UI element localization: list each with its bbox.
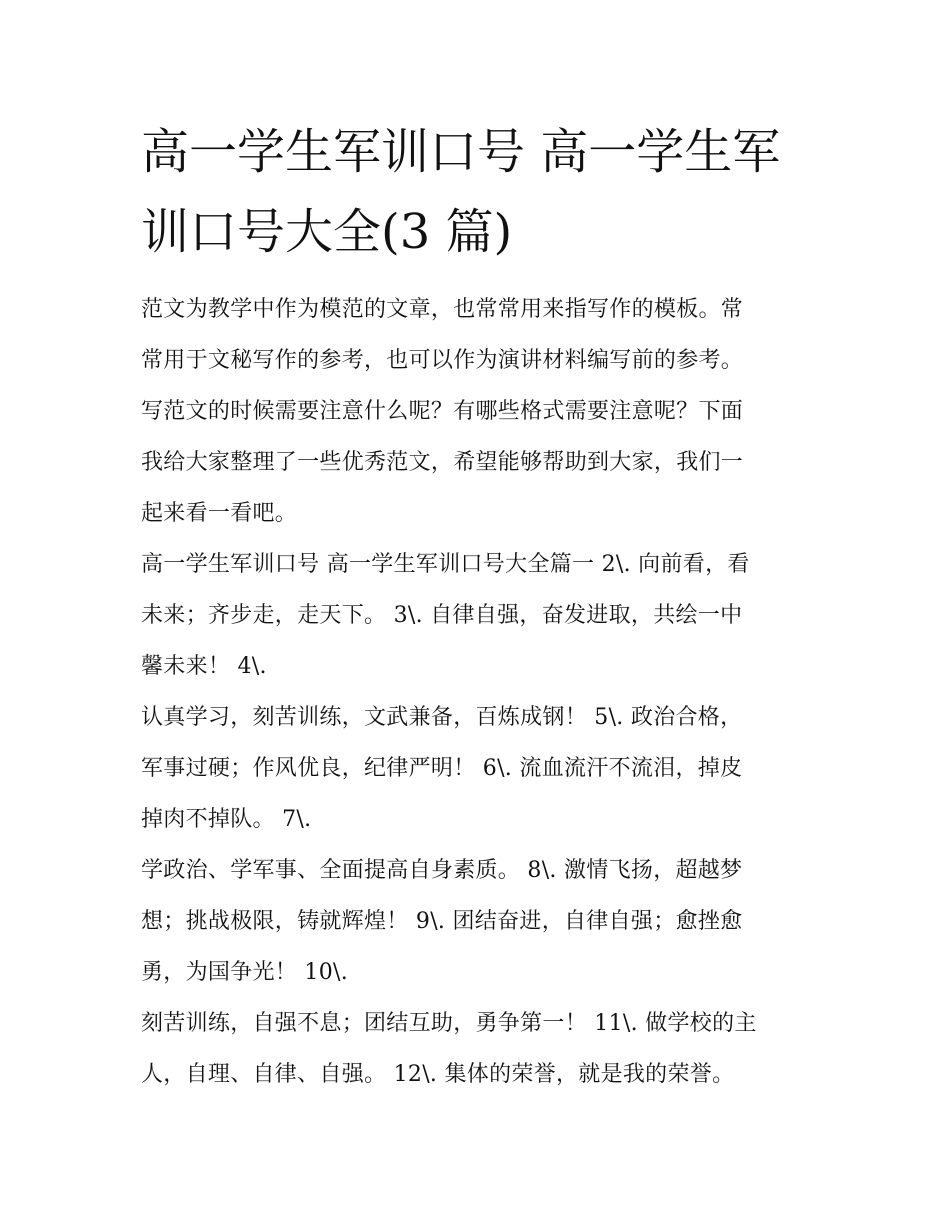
paragraph-line: 高一学生军训口号 高一学生军训口号大全篇一 2\. 向前看，看 xyxy=(141,552,750,577)
paragraph-line: 认真学习，刻苦训练，文武兼备，百炼成钢！ 5\. 政治合格， xyxy=(141,705,743,730)
intro-paragraph xyxy=(141,284,813,539)
slogan-paragraph xyxy=(141,692,813,845)
paragraph-line: 写范文的时候需要注意什么呢？有哪些格式需要注意呢？下面 xyxy=(141,399,744,424)
title-line: 高一学生军训口号 高一学生军 xyxy=(141,124,781,180)
paragraph-line: 馨未来！ 4\. xyxy=(141,654,267,679)
title-line: 训口号大全(3 篇) xyxy=(141,204,513,260)
paragraph-line: 想；挑战极限，铸就辉煌！ 9\. 团结奋进，自律自强；愈挫愈 xyxy=(141,909,743,934)
slogan-paragraph xyxy=(141,998,813,1100)
paragraph-line: 我给大家整理了一些优秀范文，希望能够帮助到大家，我们一 xyxy=(141,450,744,475)
paragraph-line: 学政治、学军事、全面提高自身素质。 8\. 激情飞扬，超越梦 xyxy=(141,858,743,883)
paragraph-line: 刻苦训练，自强不息；团结互助，勇争第一！ 11\. 做学校的主 xyxy=(141,1011,757,1036)
document-body xyxy=(141,284,813,1100)
paragraph-line: 勇，为国争光！ 10\. xyxy=(141,960,348,985)
paragraph-line: 范文为教学中作为模范的文章，也常常用来指写作的模板。常 xyxy=(141,297,744,322)
paragraph-line: 常用于文秘写作的参考，也可以作为演讲材料编写前的参考。 xyxy=(141,348,744,373)
paragraph-line: 人，自理、自律、自强。 12\. 集体的荣誉，就是我的荣誉。 xyxy=(141,1062,735,1087)
paragraph-line: 掉肉不掉队。 7\. xyxy=(141,807,312,832)
paragraph-line: 起来看一看吧。 xyxy=(141,501,298,526)
paragraph-line: 未来；齐步走，走天下。 3\. 自律自强，奋发进取，共绘一中 xyxy=(141,603,743,628)
paragraph-line: 军事过硬；作风优良，纪律严明！ 6\. 流血流汗不流泪，掉皮 xyxy=(141,756,743,781)
document-title xyxy=(141,112,813,272)
slogan-paragraph xyxy=(141,845,813,998)
slogan-paragraph xyxy=(141,539,813,692)
document-page xyxy=(141,112,813,1100)
